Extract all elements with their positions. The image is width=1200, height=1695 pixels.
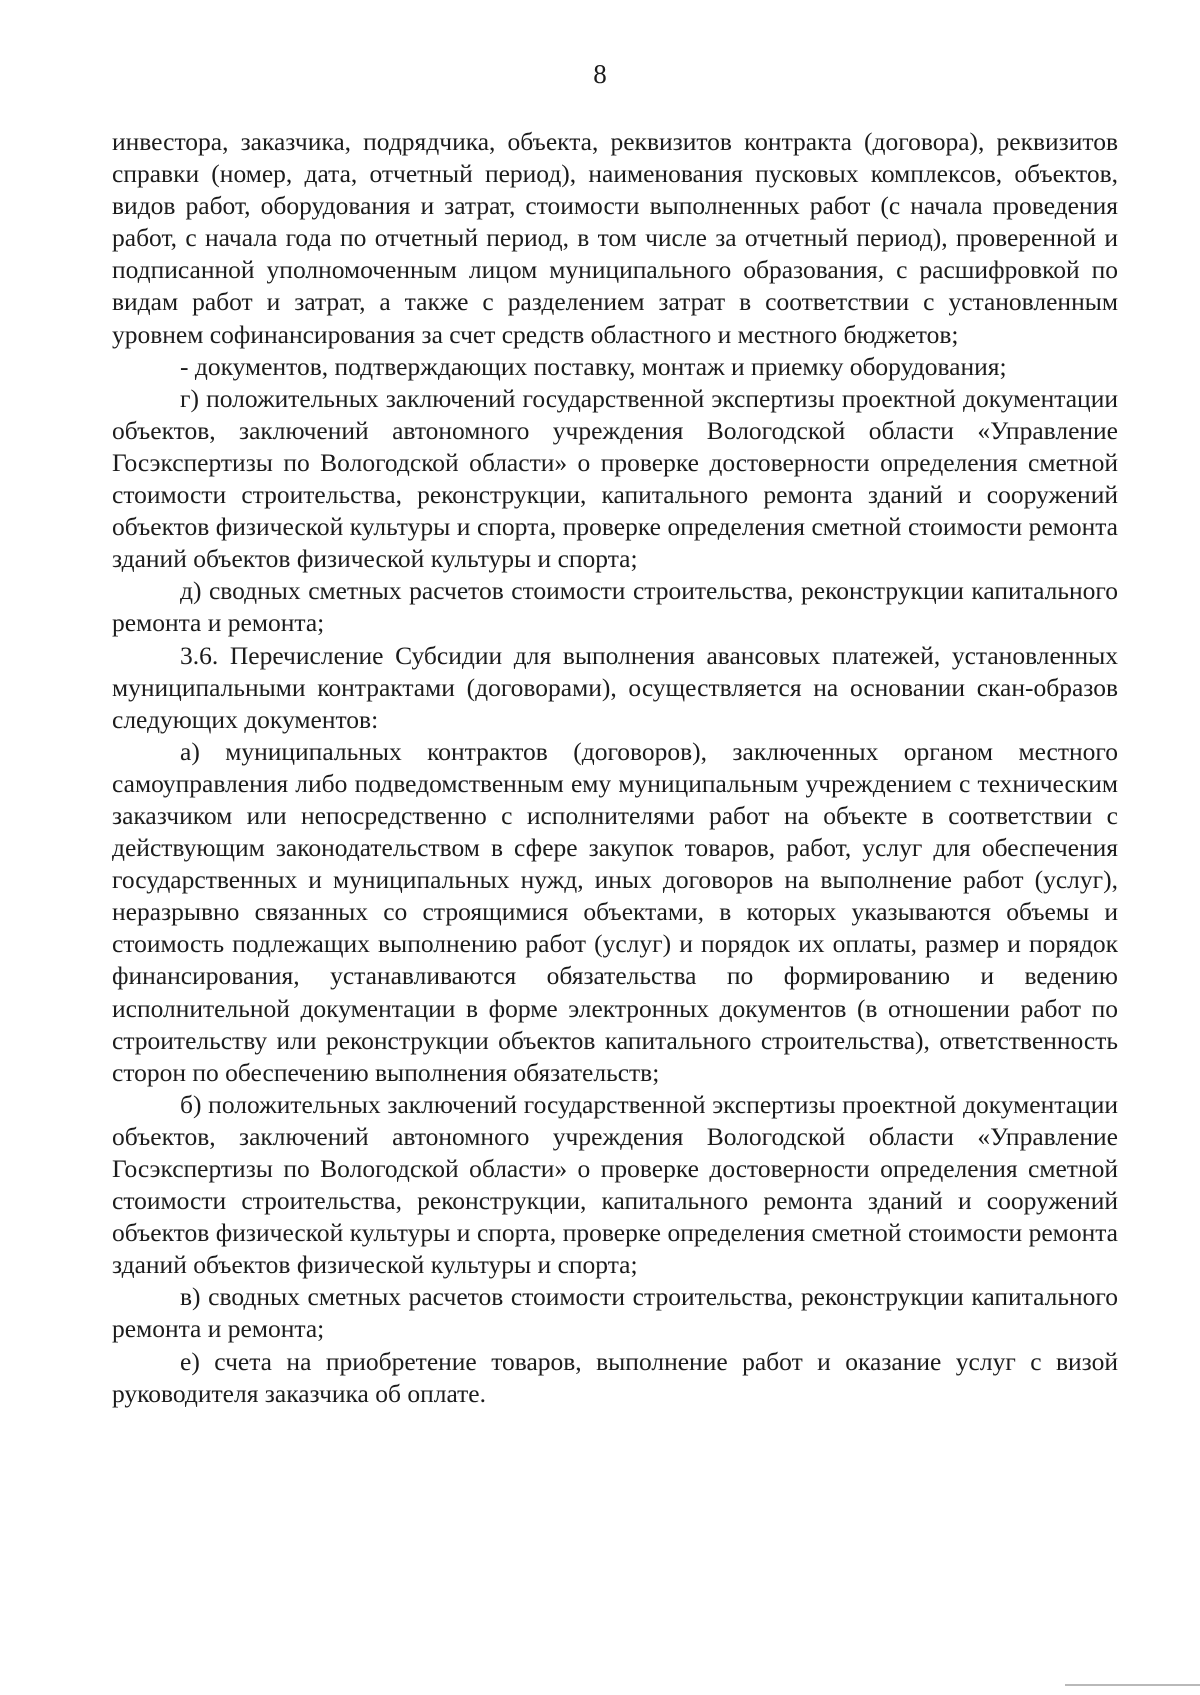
paragraph-3-6: 3.6. Перечисление Субсидии для выполнения авансовых платежей, установленных муниципальными контрактами (договорами), осуществляется на основании скан-образов следующих документов: [112, 640, 1118, 734]
paragraph-g-expertise: г) положительных заключений государственной экспертизы проектной документации объектов, заключений автономного учреждения Вологодской области «Управление Госэкспертизы по Вологодской области» о проверке достоверности определения сметной стоимости строительства, реконструкции, капитального ремонта зданий и сооружений объектов физической культуры и спорта, проверке определения сметной стоимости ремонта зданий объектов физической культуры и спорта; [112, 383, 1118, 574]
paragraph-v-estimates: в) сводных сметных расчетов стоимости строительства, реконструкции капитального ремонта и ремонта; [112, 1282, 1118, 1344]
paragraph-continuation: инвестора, заказчика, подрядчика, объекта, реквизитов контракта (договора), реквизитов справки (номер, дата, отчетный период), наименования пусковых комплексов, объектов, видов работ, оборудования и затрат, стоимости выполненных работ (с начала проведения работ, с начала года по отчетный период, в том числе за отчетный период), проверенной и подписанной уполномоченным лицом муниципального образования, с расшифровкой по видам работ и затрат, а также с разделением затрат в соответствии с установленным уровнем софинансирования за счет средств областного и местного бюджетов; [112, 127, 1118, 349]
document-body [112, 126, 1118, 1410]
page-number: 8 [593, 59, 607, 89]
paragraph-b-expertise: б) положительных заключений государственной экспертизы проектной документации объектов, заключений автономного учреждения Вологодской области «Управление Госэкспертизы по Вологодской области» о проверке достоверности определения сметной стоимости строительства, реконструкции, капитального ремонта зданий и сооружений объектов физической культуры и спорта, проверке определения сметной стоимости ремонта зданий объектов физической культуры и спорта; [112, 1089, 1118, 1280]
scan-artifact-line [1065, 1684, 1200, 1686]
paragraph-a-contracts: а) муниципальных контрактов (договоров), заключенных органом местного самоуправления либо подведомственным ему муниципальным учреждением с техническим заказчиком или непосредственно с исполнителями работ на объекте в соответствии с действующим законодательством в сфере закупок товаров, работ, услуг для обеспечения государственных и муниципальных нужд, иных договоров на выполнение работ (услуг), неразрывно связанных со строящимися объектами, в которых указываются объемы и стоимость подлежащих выполнению работ (услуг) и порядок их оплаты, размер и порядок финансирования, устанавливаются обязательства по формированию и ведению исполнительной документации в форме электронных документов (в отношении работ по строительству или реконструкции объектов капитального строительства), ответственность сторон по обеспечению выполнения обязательств; [112, 736, 1118, 1087]
paragraph-d-estimates: д) сводных сметных расчетов стоимости строительства, реконструкции капитального ремонта и ремонта; [112, 576, 1118, 638]
paragraph-equipment-documents: - документов, подтверждающих поставку, монтаж и приемку оборудования; [180, 351, 1007, 381]
paragraph-e-invoices: е) счета на приобретение товаров, выполнение работ и оказание услуг с визой руководителя заказчика об оплате. [112, 1346, 1118, 1408]
